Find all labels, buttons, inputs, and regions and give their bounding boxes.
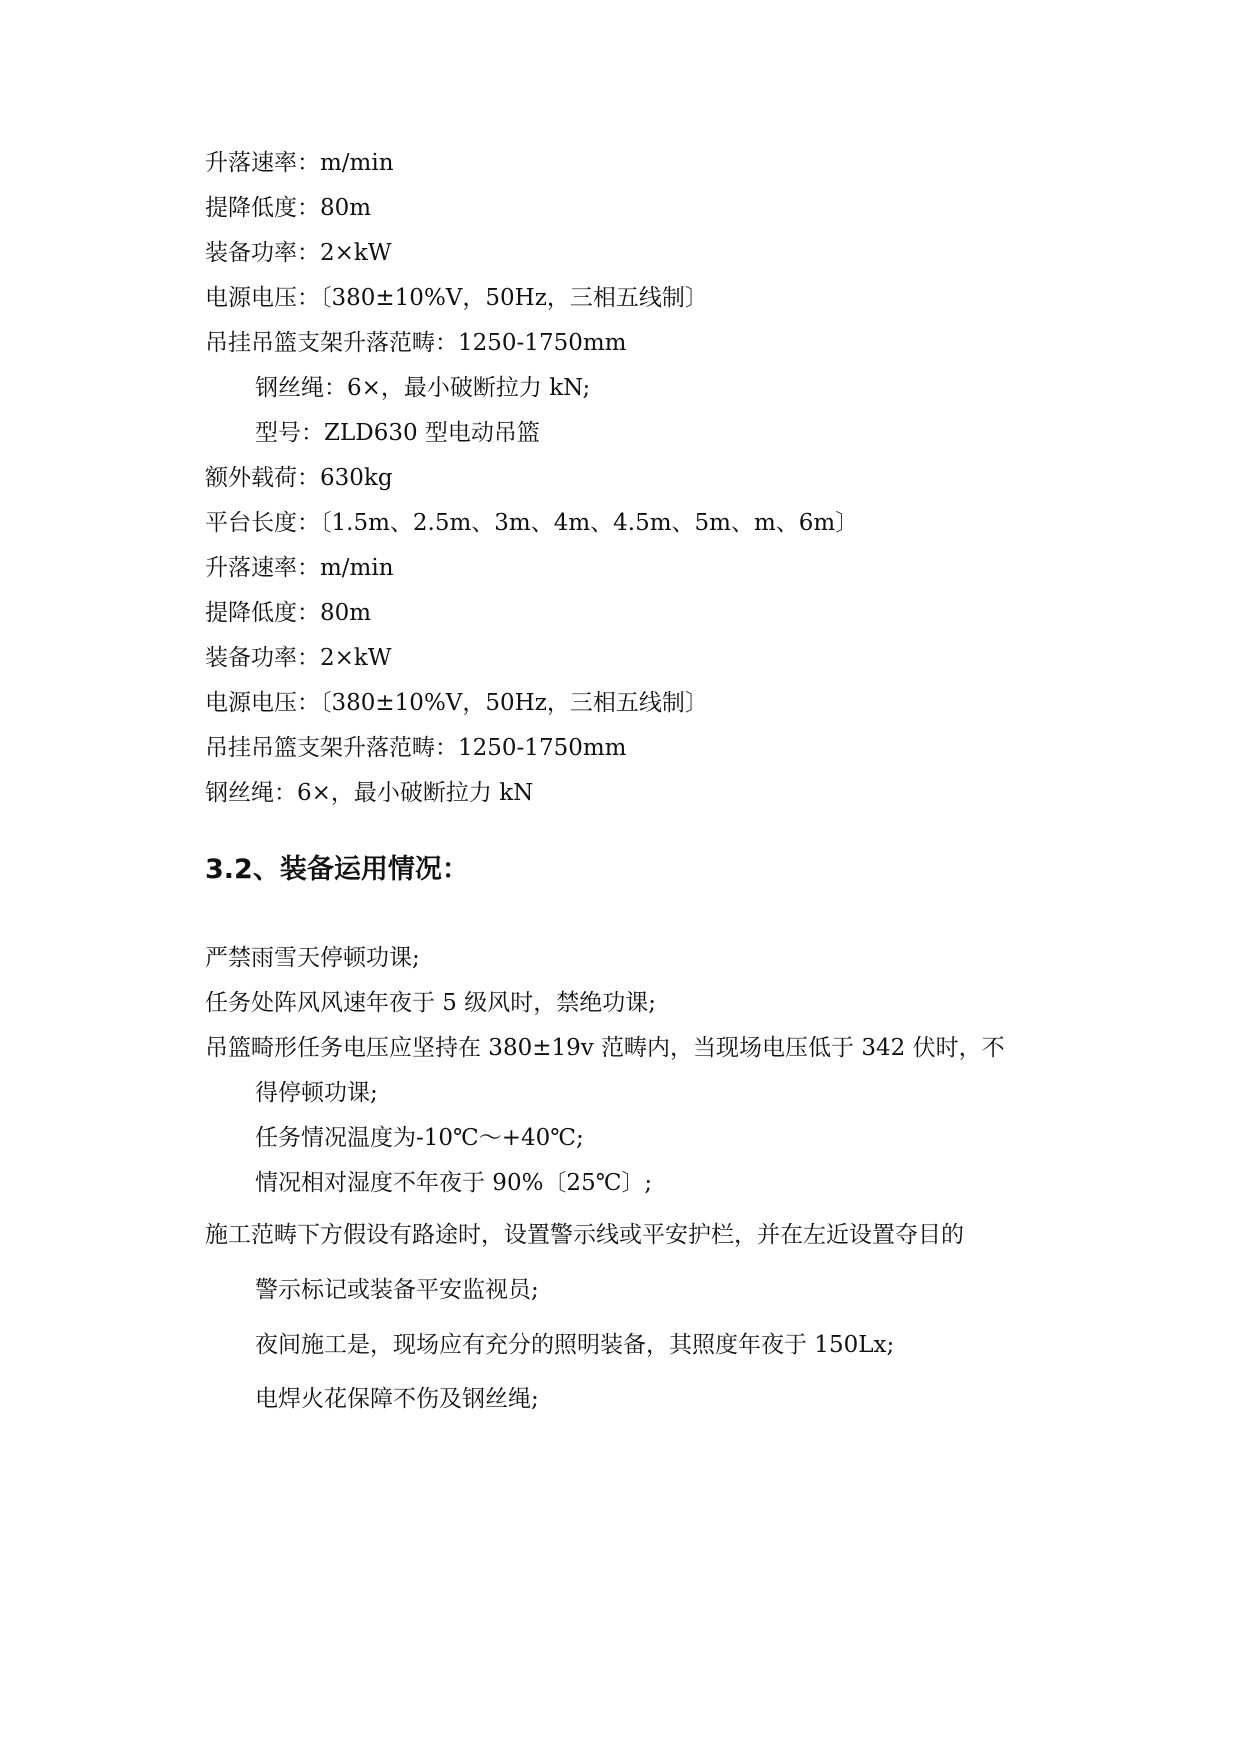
spec-power-2: 装备功率：2×kW bbox=[205, 645, 392, 671]
usage-item-voltage: 吊篮畸形任务电压应坚持在 380±19v 范畴内，当现场电压低于 342 伏时，不 bbox=[205, 1035, 1005, 1061]
spec-platform-length: 平台长度：〔1.5m、2.5m、3m、4m、4.5m、5m、m、6m〕 bbox=[205, 510, 859, 536]
spec-wire-rope-2: 钢丝绳：6×，最小破断拉力 kN bbox=[205, 780, 534, 806]
usage-item-night-lighting: 夜间施工是，现场应有充分的照明装备，其照度年夜于 150Lx; bbox=[255, 1332, 895, 1358]
usage-item-rain-snow: 严禁雨雪天停顿功课; bbox=[205, 945, 420, 971]
spec-lift-height-2: 提降低度：80m bbox=[205, 600, 372, 626]
usage-item-voltage-cont: 得停顿功课; bbox=[255, 1080, 378, 1106]
spec-rated-load: 额外载荷：630kg bbox=[205, 465, 393, 491]
usage-item-road-warning-cont: 警示标记或装备平安监视员; bbox=[255, 1277, 539, 1303]
spec-lift-speed-2: 升落速率：m/min bbox=[205, 555, 394, 581]
spec-power: 装备功率：2×kW bbox=[205, 240, 392, 266]
spec-supply-voltage-2: 电源电压：〔380±10%V，50Hz，三相五线制〕 bbox=[205, 690, 708, 716]
spec-lift-speed: 升落速率：m/min bbox=[205, 150, 394, 176]
usage-item-wind: 任务处阵风风速年夜于 5 级风时，禁绝功课; bbox=[205, 990, 657, 1016]
usage-item-welding: 电焊火花保障不伤及钢丝绳; bbox=[255, 1386, 539, 1412]
spec-model: 型号：ZLD630 型电动吊篮 bbox=[255, 420, 540, 446]
spec-supply-voltage: 电源电压：〔380±10%V，50Hz，三相五线制〕 bbox=[205, 285, 708, 311]
usage-item-humidity: 情况相对湿度不年夜于 90%〔25℃〕; bbox=[255, 1170, 653, 1196]
section-heading: 3.2、装备运用情况： bbox=[205, 854, 469, 885]
spec-support-range: 吊挂吊篮支架升落范畴：1250-1750mm bbox=[205, 330, 627, 356]
usage-item-road-warning: 施工范畴下方假设有路途时，设置警示线或平安护栏，并在左近设置夺目的 bbox=[205, 1222, 964, 1248]
spec-lift-height: 提降低度：80m bbox=[205, 195, 372, 221]
spec-support-range-2: 吊挂吊篮支架升落范畴：1250-1750mm bbox=[205, 735, 627, 761]
usage-item-temperature: 任务情况温度为-10℃～+40℃; bbox=[255, 1125, 584, 1151]
spec-wire-rope: 钢丝绳：6×，最小破断拉力 kN; bbox=[255, 375, 591, 401]
